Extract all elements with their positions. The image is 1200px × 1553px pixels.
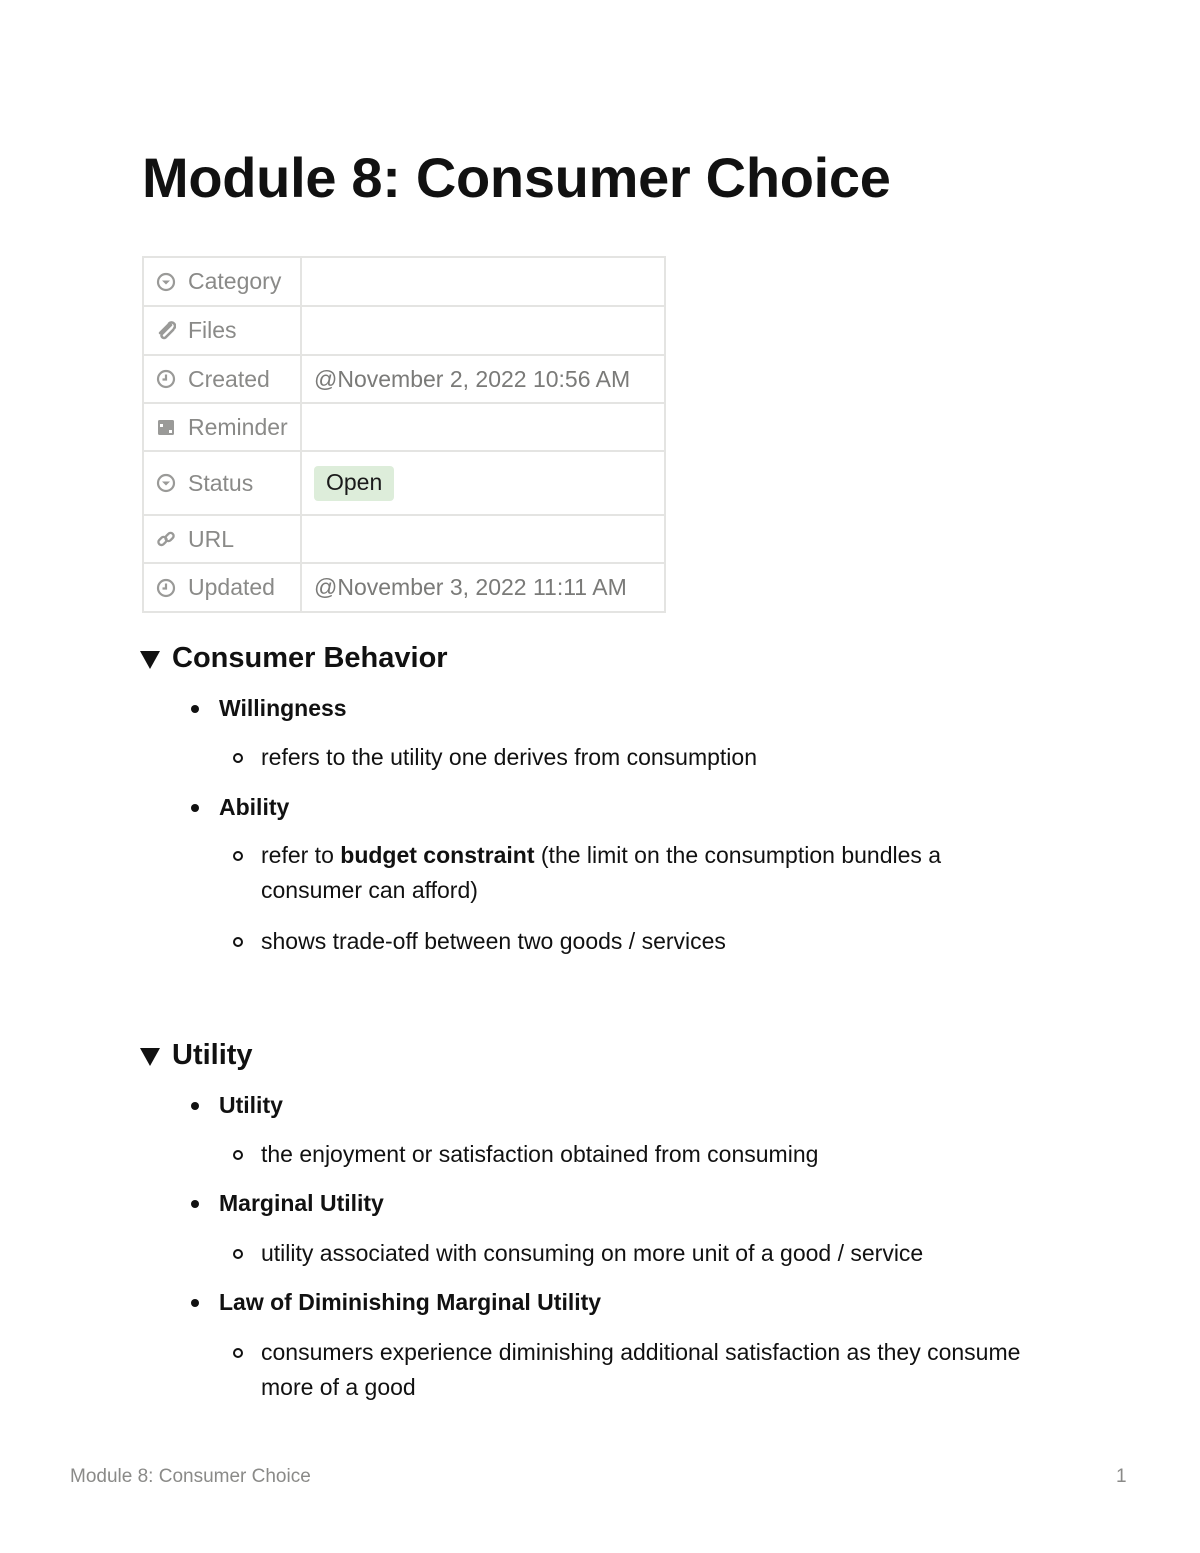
list-item bbox=[191, 792, 289, 822]
sub-list-item bbox=[233, 1137, 1053, 1172]
hollow-bullet-icon bbox=[233, 753, 243, 763]
bullet-icon bbox=[191, 1102, 199, 1110]
property-key bbox=[143, 563, 301, 612]
sub-item-text: the enjoyment or satisfaction obtained from consuming bbox=[261, 1141, 819, 1167]
property-key bbox=[143, 306, 301, 355]
page-number: 1 bbox=[1116, 1466, 1127, 1487]
toggle-triangle-icon[interactable] bbox=[140, 1048, 160, 1066]
property-row-status bbox=[143, 451, 665, 515]
property-row-updated bbox=[143, 563, 665, 612]
sub-list-item bbox=[233, 1335, 1053, 1405]
list-item bbox=[191, 1090, 283, 1120]
property-label: Updated bbox=[188, 574, 275, 600]
property-key bbox=[143, 451, 301, 515]
hollow-bullet-icon bbox=[233, 937, 243, 947]
sub-list-item bbox=[233, 838, 973, 908]
paperclip-icon bbox=[156, 321, 176, 341]
hollow-bullet-icon bbox=[233, 1150, 243, 1160]
sub-item-text-post: (the limit on the consumption bundles a consumer can afford) bbox=[261, 842, 942, 903]
select-icon bbox=[156, 272, 176, 292]
property-row-url bbox=[143, 515, 665, 563]
clock-icon bbox=[156, 578, 176, 598]
bullet-icon bbox=[191, 1299, 199, 1307]
sub-list-item bbox=[233, 1236, 1053, 1271]
list-item-label: Ability bbox=[219, 794, 290, 820]
footer-title: Module 8: Consumer Choice bbox=[70, 1466, 311, 1487]
toggle-heading-utility[interactable] bbox=[140, 1039, 253, 1072]
property-row-category bbox=[143, 257, 665, 306]
clock-icon bbox=[156, 369, 176, 389]
section-heading: Consumer Behavior bbox=[172, 642, 448, 674]
property-value[interactable] bbox=[301, 306, 665, 355]
properties-table bbox=[142, 256, 666, 613]
toggle-heading-consumer-behavior[interactable] bbox=[140, 642, 448, 675]
property-value[interactable]: @November 3, 2022 11:11 AM bbox=[301, 563, 665, 612]
sub-list-item bbox=[233, 740, 1053, 775]
list-item-label: Marginal Utility bbox=[219, 1190, 384, 1216]
property-value[interactable]: @November 2, 2022 10:56 AM bbox=[301, 355, 665, 403]
list-item-label: Law of Diminishing Marginal Utility bbox=[219, 1289, 602, 1315]
link-icon bbox=[156, 529, 176, 549]
sub-item-text bbox=[261, 838, 973, 908]
status-badge[interactable]: Open bbox=[314, 466, 394, 501]
property-row-reminder bbox=[143, 403, 665, 451]
toggle-triangle-icon[interactable] bbox=[140, 651, 160, 669]
page-title: Module 8: Consumer Choice bbox=[142, 146, 891, 209]
property-label: URL bbox=[188, 525, 235, 552]
list-item bbox=[191, 1188, 384, 1218]
property-label: Files bbox=[188, 317, 237, 343]
bullet-icon bbox=[191, 705, 199, 713]
property-value[interactable] bbox=[301, 451, 665, 515]
hollow-bullet-icon bbox=[233, 1249, 243, 1259]
calendar-icon bbox=[156, 417, 176, 437]
sub-list-item bbox=[233, 924, 1053, 959]
section-heading: Utility bbox=[172, 1039, 253, 1071]
property-label: Status bbox=[188, 469, 254, 496]
sub-item-text: shows trade-off between two goods / services bbox=[261, 928, 726, 954]
sub-item-text: consumers experience diminishing additional satisfaction as they consume more of a good bbox=[261, 1339, 1021, 1400]
property-value[interactable] bbox=[301, 403, 665, 451]
select-icon bbox=[156, 473, 176, 493]
list-item-label: Willingness bbox=[219, 695, 347, 721]
list-item bbox=[191, 1287, 601, 1317]
list-item-label: Utility bbox=[219, 1092, 283, 1118]
property-key bbox=[143, 257, 301, 306]
property-row-created bbox=[143, 355, 665, 403]
property-value[interactable] bbox=[301, 515, 665, 563]
property-value[interactable] bbox=[301, 257, 665, 306]
sub-item-text-pre: refer to bbox=[261, 842, 341, 868]
property-key bbox=[143, 355, 301, 403]
property-key bbox=[143, 403, 301, 451]
hollow-bullet-icon bbox=[233, 1348, 243, 1358]
bullet-icon bbox=[191, 804, 199, 812]
property-label: Reminder bbox=[188, 413, 288, 440]
property-label: Category bbox=[188, 268, 282, 294]
sub-item-text: utility associated with consuming on more unit of a good / service bbox=[261, 1240, 924, 1266]
sub-item-text: refers to the utility one derives from consumption bbox=[261, 744, 758, 770]
property-label: Created bbox=[188, 365, 270, 392]
sub-item-text-bold: budget constraint bbox=[340, 842, 535, 868]
hollow-bullet-icon bbox=[233, 851, 243, 861]
list-item bbox=[191, 693, 347, 723]
bullet-icon bbox=[191, 1200, 199, 1208]
property-row-files bbox=[143, 306, 665, 355]
property-key bbox=[143, 515, 301, 563]
